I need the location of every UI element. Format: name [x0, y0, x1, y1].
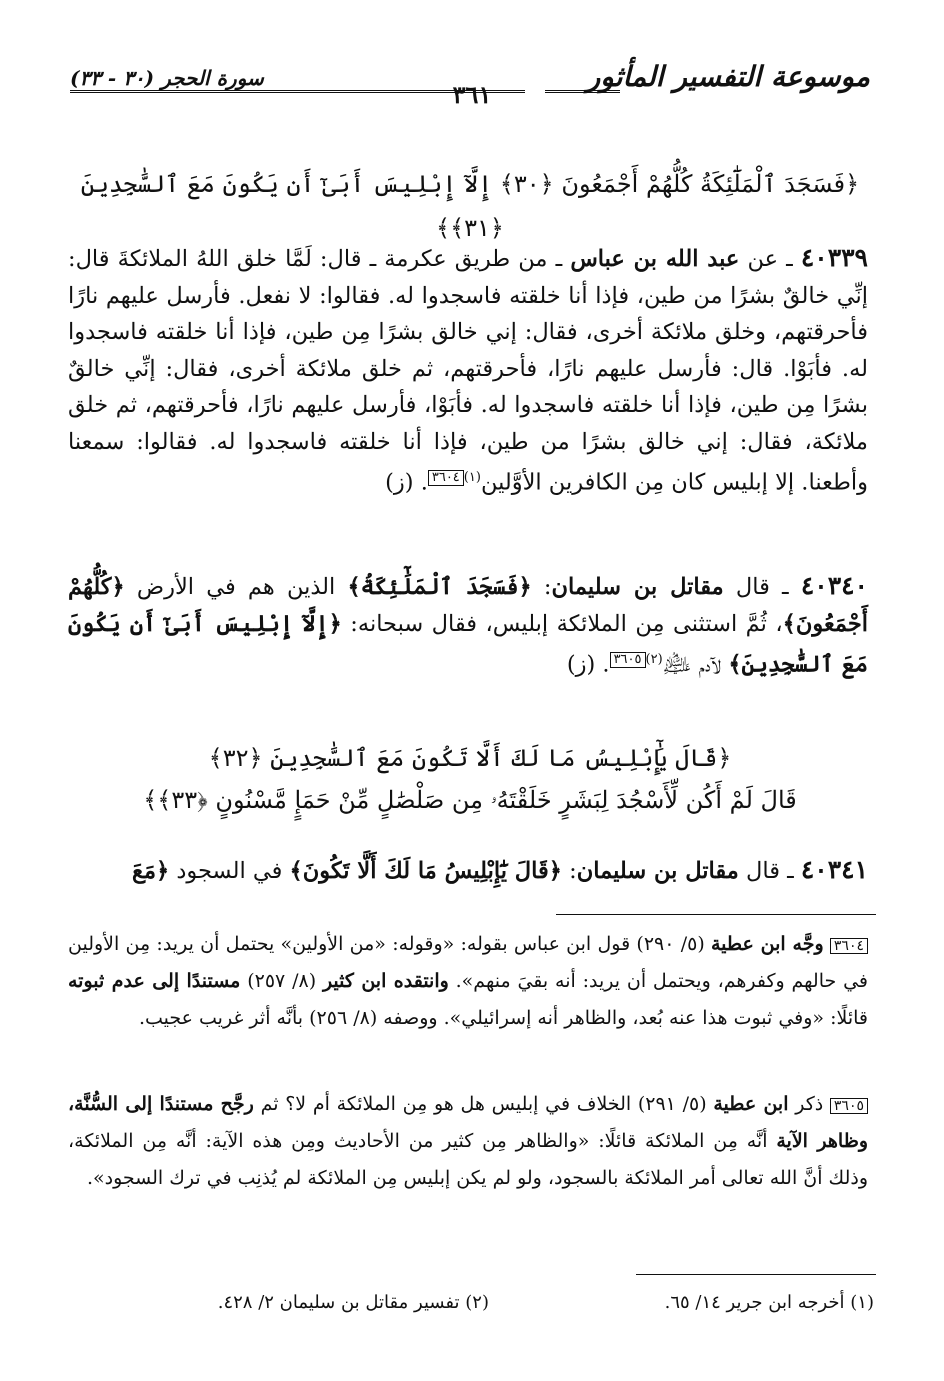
commentary-3604: ٣٦٠٤ وجَّه ابن عطية (٥/ ٢٩٠) قول ابن عباس بقوله: «وقوله: «من الأولين» يحتمل أن يريد: مِن الأولين في حالهم وكفرهم، ويحتمل أن يريد: أنه بقيَ منهم». وانتقده ابن كثير (٨/ ٢٥٧) مستندًا إلى عدم ثبوته قائلًا: «وفي ثبوت هذا عنه بُعد، والظاهر أنه إسرائيلي». ووصفه (٨/ ٢٥٦) بأنَّه أثر غريب عجيب. [68, 933, 869, 1029]
footnote-ref[interactable]: (١) [463, 470, 481, 485]
narration-40340: ٤٠٣٤٠ ـ قال مقاتل بن سليمان: ﴿فَسَجَدَ ٱلْمَلَٰٓئِكَةُ﴾ الذين هم في الأرض ﴿كُلُّهُمْ أَجْمَعُونَ﴾، ثُمَّ استثنى مِن الملائكة إبليس، فقال سبحانه: ﴿إِلَّآ إِبْلِيسَ أَبَىٰٓ أَن يَكُونَ مَعَ ٱلسَّٰجِدِينَ﴾ لآدم ﵇$^{(٢)}$٣٦٠٥. (ز) [68, 571, 868, 678]
commentary-ref-box[interactable]: ٣٦٠٤ [428, 470, 464, 486]
quran-quote: ﴿مَعَ [131, 858, 170, 884]
quran-quote: ﴿كُلُّهُمْ أَجْمَعُونَ﴾ [68, 574, 868, 637]
narration-40341: ٤٠٣٤١ ـ قال مقاتل بن سليمان: ﴿قَالَ يَٰٓإِبْلِيسُ مَا لَكَ أَلَّا تَكُونَ﴾ في السجود ﴿مَعَ [131, 855, 868, 884]
footnote-ref[interactable]: (٢) [645, 652, 663, 667]
commentary-number-box: ٣٦٠٥ [830, 1098, 868, 1114]
narration-40339: ٤٠٣٣٩ ـ عن عبد الله بن عباس ـ من طريق عكرمة ـ قال: لَمَّا خلق اللهُ الملائكةَ قال: إنِّي خالقٌ بشرًا من طين، فإذا أنا خلقته فاسجدوا له. فقالوا: لا نفعل. فأرسل عليهم نارًا فأحرقتهم، وخلق ملائكة أخرى، فقال: إني خالق بشرًا مِن طين، فإذا أنا خلقته فاسجدوا له. فأبَوْا. قال: فأرسل عليهم نارًا، فأحرقتهم، ثم خلق ملائكة أخرى، فقال: إنِّي خالقٌ بشرًا مِن طين، فإذا أنا خلقته فاسجدوا له. فأبَوْا، فأرسل عليهم نارًا، فأحرقتهم، ثم خلق ملائكة، فقال: إني خالق بشرًا من طين، فإذا أنا خلقته فاسجدوا له. فقالوا: سمعنا وأطعنا. إلا إبليس كان مِن الكافرين الأوَّلين$^{(١)}$٣٦٠٤. (ز) [68, 243, 868, 496]
footnote-1: (١) أخرجه ابن جرير ١٤/ ٦٥. [664, 1292, 874, 1313]
header-rule-right [545, 90, 620, 93]
narrator-name: مقاتل بن سليمان [576, 858, 739, 884]
commentary-separator [556, 914, 876, 915]
surah-range: سورة الحجر (٣٠ - ٣٣) [70, 66, 264, 90]
narration-number: ٤٠٣٣٩ [800, 243, 868, 272]
narration-number: ٤٠٣٤٠ [800, 571, 868, 600]
quran-quote: ﴿فَسَجَدَ ٱلْمَلَٰٓئِكَةُ﴾ [347, 574, 532, 600]
quran-verse-30-31: ﴿فَسَجَدَ ٱلْمَلَٰٓئِكَةُ كُلُّهُمْ أَجْمَعُونَ ﴿٣٠﴾ إِلَّآ إِبْلِيسَ أَبَىٰٓ أَن يَكُونَ مَعَ ٱلسَّٰجِدِينَ ﴿٣١﴾﴾ [80, 170, 860, 242]
narration-number: ٤٠٣٤١ [800, 855, 868, 884]
commentary-ref-box[interactable]: ٣٦٠٥ [610, 652, 646, 668]
commentary-3605: ٣٦٠٥ ذكر ابن عطية (٥/ ٢٩١) الخلاف في إبليس هل هو مِن الملائكة أم لا؟ ثم رجَّح مستندًا إلى السُّنَّة، وظاهر الآية أنَّه مِن الملائكة قائلًا: «والظاهر مِن كثير من الأحاديث ومِن هذه الآية: أنَّه مِن الملائكة، وذلك أنَّ الله تعالى أمر الملائكة بالسجود، ولو لم يكن إبليس مِن الملائكة لم يُذنِب في ترك السجود». [68, 1093, 868, 1189]
running-header [70, 60, 870, 109]
header-rule-left [70, 90, 525, 93]
footnote-2: (٢) تفسير مقاتل بن سليمان ٢/ ٤٢٨. [217, 1292, 489, 1313]
quran-quote: ﴿إِلَّآ إِبْلِيسَ أَبَىٰٓ أَن يَكُونَ مَعَ ٱلسَّٰجِدِينَ﴾ [68, 610, 868, 678]
quran-verse-32: ﴿قَالَ يَٰٓإِبْلِيسُ مَا لَكَ أَلَّا تَكُونَ مَعَ ٱلسَّٰجِدِينَ ﴿٣٢﴾ [208, 744, 732, 772]
quran-verse-33: قَالَ لَمْ أَكُن لِّأَسْجُدَ لِبَشَرٍ خَلَقْتَهُۥ مِن صَلْصَٰلٍ مِّنْ حَمَإٍ مَّسْنُونٍ ﴿٣٣﴾﴾ [143, 786, 797, 814]
quran-quote: ﴿قَالَ يَٰٓإِبْلِيسُ مَا لَكَ أَلَّا تَكُونَ﴾ [289, 858, 562, 884]
page-number: ٣٦١ [452, 80, 492, 109]
narrator-name: مقاتل بن سليمان [551, 574, 724, 600]
commentary-number-box: ٣٦٠٤ [830, 938, 868, 954]
narrator-name: عبد الله بن عباس [570, 246, 740, 272]
footnote-separator [636, 1274, 876, 1275]
book-title: موسوعة التفسير المأثور [586, 60, 870, 93]
